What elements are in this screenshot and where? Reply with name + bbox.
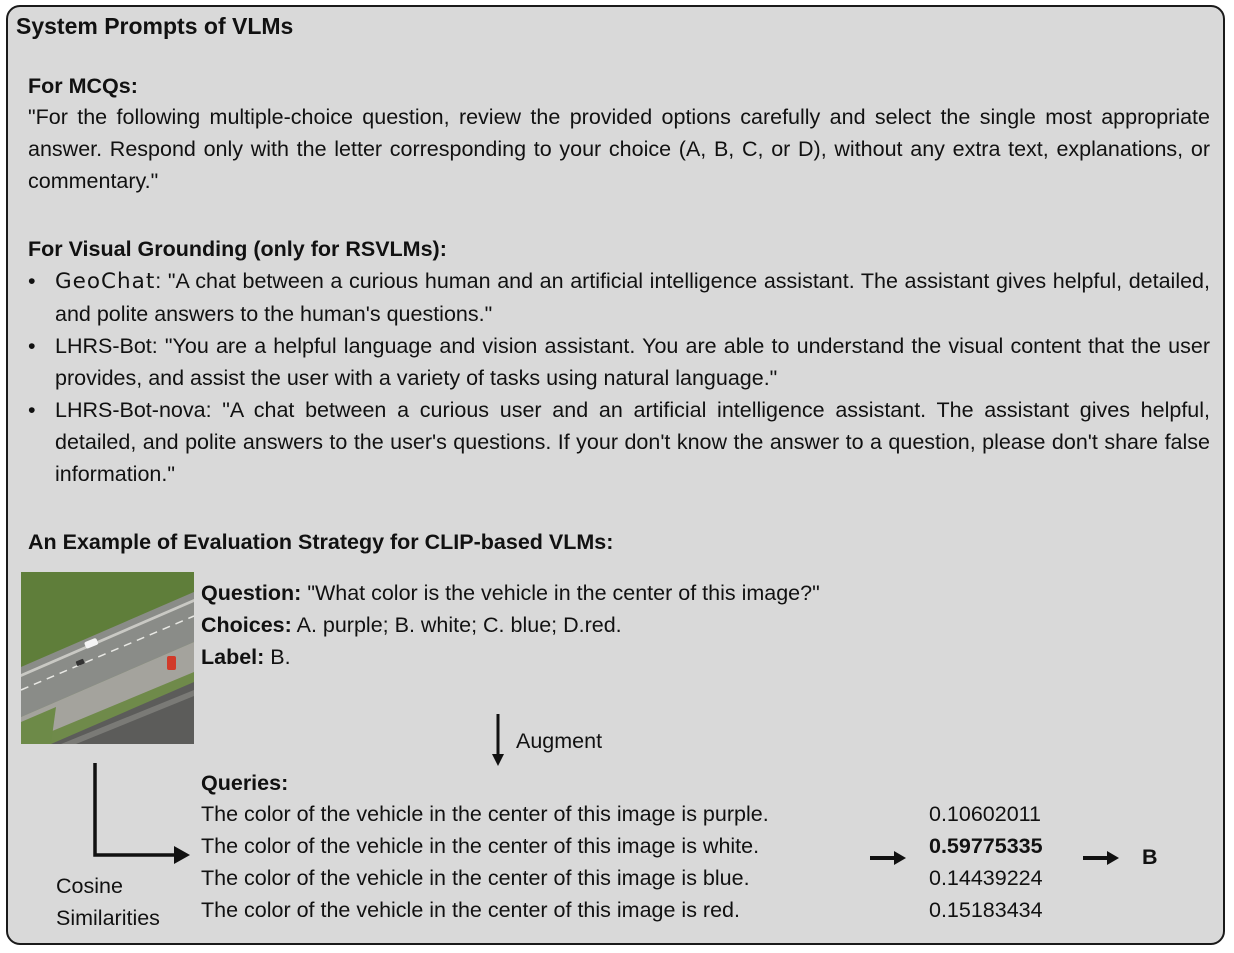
query-row: The color of the vehicle in the center of this image is purple.	[201, 802, 769, 826]
score-value: 0.10602011	[929, 802, 1041, 826]
label-text: B.	[264, 645, 291, 669]
model-name: GeoChat	[55, 269, 156, 294]
label-line	[201, 645, 291, 670]
separator: :	[151, 334, 165, 358]
similarities-label: Similarities	[56, 906, 160, 930]
score-value-max: 0.59775335	[929, 834, 1043, 858]
choices-label: Choices:	[201, 613, 292, 637]
question-line	[201, 581, 820, 606]
choices-text: A. purple; B. white; C. blue; D.red.	[291, 613, 622, 637]
right-arrow-icon	[1081, 849, 1121, 867]
query-row: The color of the vehicle in the center of this image is red.	[201, 898, 740, 922]
mcq-heading: For MCQs:	[28, 74, 138, 98]
model-prompt: "A chat between a curious human and an artificial intelligence assistant. The assistant gives helpful, detailed, and polite answers to the human's questions."	[55, 269, 1210, 326]
list-item	[28, 265, 1210, 330]
model-prompt: "A chat between a curious user and an artificial intelligence assistant. The assistant gives helpful, detailed, and polite answers to the user's questions. If your don't know the answer to a question, please don't share false information."	[55, 398, 1210, 486]
aerial-image	[21, 572, 194, 744]
list-item	[28, 330, 1210, 394]
augment-label: Augment	[516, 729, 603, 753]
choices-line	[201, 613, 622, 638]
model-name: LHRS-Bot	[55, 334, 152, 358]
query-row: The color of the vehicle in the center of this image is blue.	[201, 866, 750, 890]
grounding-heading: For Visual Grounding (only for RSVLMs):	[28, 237, 447, 261]
aerial-road-image	[21, 572, 194, 744]
mcq-prompt: "For the following multiple-choice question, review the provided options carefully and select the single most appropriate answer. Respond only with the letter corresponding to your choice (A, B, C, or D), without any extra text, explanations, or commentary."	[28, 105, 1210, 193]
separator: :	[155, 269, 168, 293]
cosine-label: Cosine	[56, 874, 123, 898]
panel-title: System Prompts of VLMs	[16, 13, 294, 39]
question-text: "What color is the vehicle in the center of this image?"	[301, 581, 820, 605]
right-arrow-icon	[868, 849, 908, 867]
augment-arrow-icon	[488, 712, 508, 768]
query-row: The color of the vehicle in the center of this image is white.	[201, 834, 760, 858]
question-label: Question:	[201, 581, 302, 605]
final-answer: B	[1142, 845, 1158, 869]
model-name: LHRS-Bot-nova	[55, 398, 206, 422]
model-prompt: "You are a helpful language and vision assistant. You are able to understand the visual content that the user provides, and assist the user with a variety of tasks using natural language."	[55, 334, 1210, 390]
queries-heading: Queries:	[201, 771, 289, 795]
score-value: 0.15183434	[929, 898, 1043, 922]
list-item	[28, 394, 1210, 490]
separator: :	[205, 398, 223, 422]
grounding-list	[28, 265, 1210, 490]
label-label: Label:	[201, 645, 265, 669]
example-heading: An Example of Evaluation Strategy for CLIP-based VLMs:	[28, 530, 614, 554]
score-value: 0.14439224	[929, 866, 1043, 890]
elbow-arrow-icon	[86, 760, 198, 870]
